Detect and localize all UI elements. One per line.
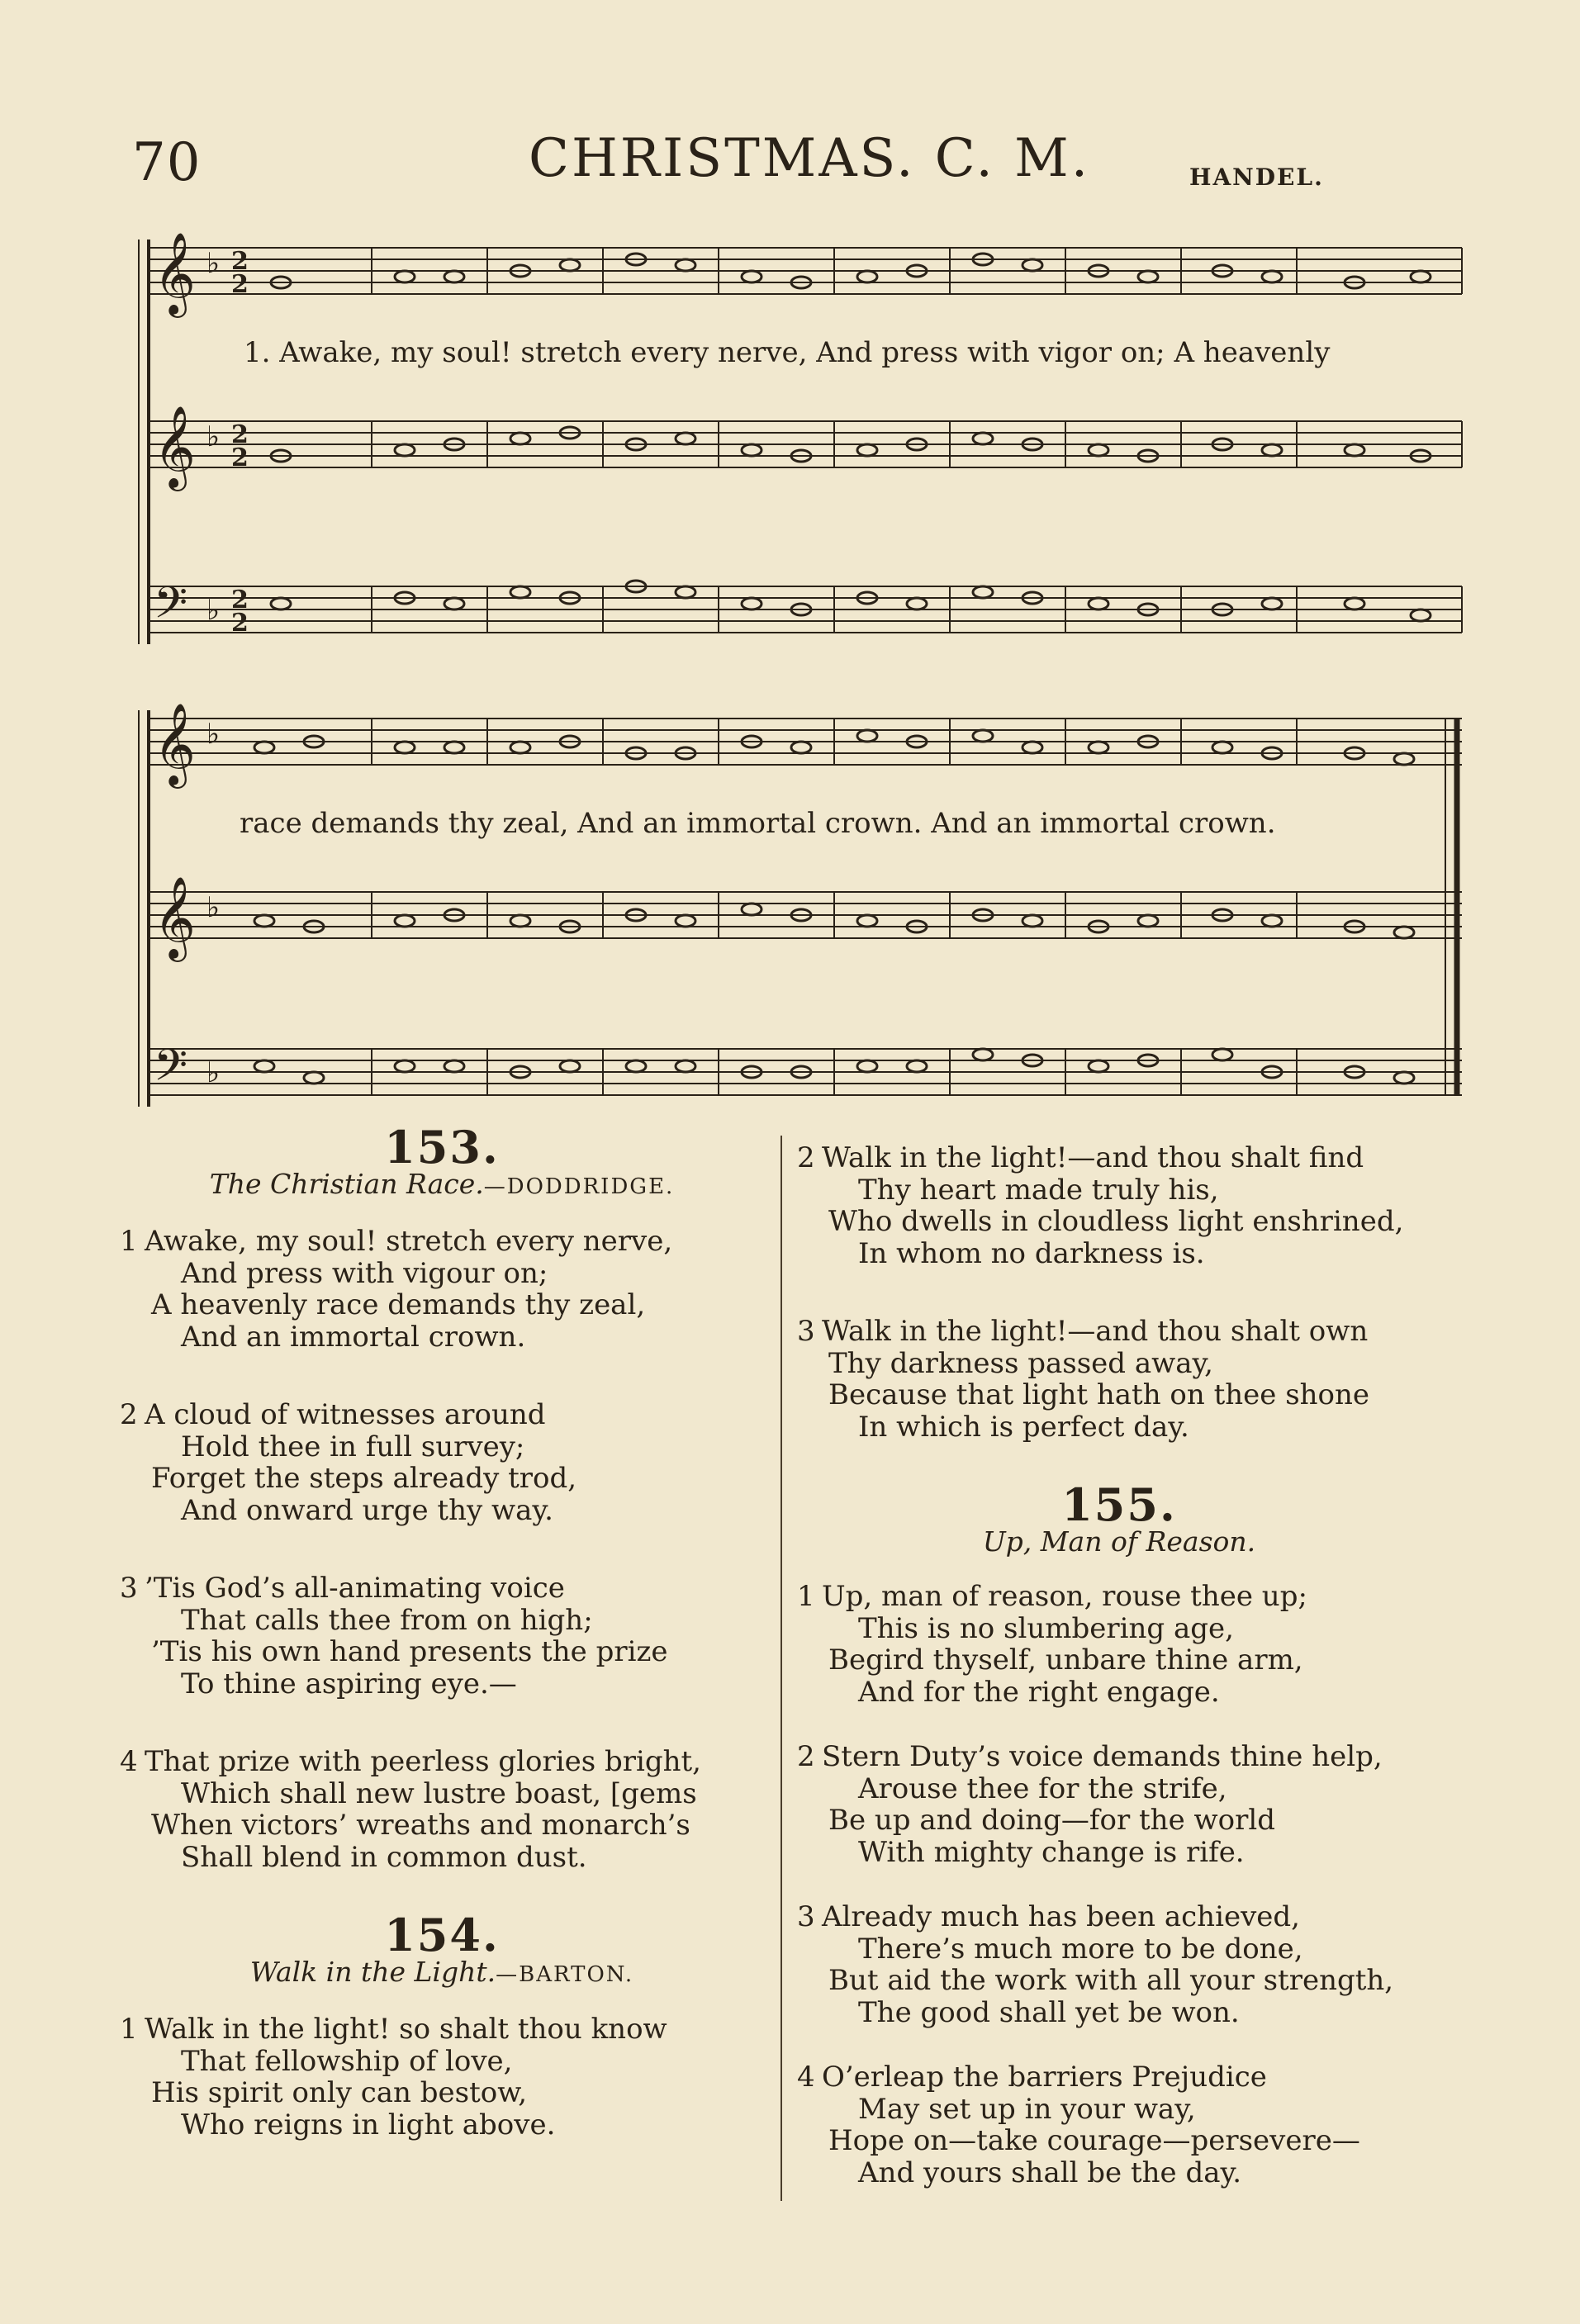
- svg-text:♭: ♭: [206, 247, 221, 280]
- verse: 3 Already much has been achieved, There’s much more to be done, But aid the work with all your strength, The good shall yet be won.: [797, 1900, 1394, 2029]
- verse: 3 ’Tis God’s all-animating voice That calls thee from on high; ’Tis his own hand presents the prize To thine aspiring eye.—: [120, 1572, 668, 1700]
- hymn-title: The Christian Race.—DODDRIDGE.: [209, 1167, 675, 1200]
- treble-clef-icon: 𝄞: [154, 406, 196, 488]
- composer-name: HANDEL.: [1189, 164, 1324, 191]
- hymn-number: 154.: [384, 1909, 500, 1961]
- svg-text:2: 2: [231, 270, 249, 299]
- verse: 2 A cloud of witnesses around Hold thee in full survey; Forget the steps already trod, And onward urge thy way.: [120, 1398, 577, 1527]
- staff-system-2: [132, 702, 1470, 1123]
- verse: 1 Up, man of reason, rouse thee up; This is no slumbering age, Begird thyself, unbare thine arm, And for the right engage.: [797, 1580, 1307, 1709]
- svg-text:2: 2: [231, 609, 249, 638]
- music-system-1: [132, 231, 1470, 677]
- svg-text:2: 2: [231, 247, 249, 276]
- hymn-title: Walk in the Light.—BARTON.: [249, 1955, 634, 1988]
- verse: 1 Awake, my soul! stretch every nerve, And press with vigour on; A heavenly race demands thy zeal, And an immortal crown.: [120, 1225, 673, 1354]
- svg-text:♭: ♭: [206, 1056, 221, 1089]
- svg-text:2: 2: [231, 443, 249, 472]
- tune-title: CHRISTMAS. C. M.: [529, 128, 1091, 189]
- svg-text:2: 2: [231, 420, 249, 449]
- hymn-number: 153.: [384, 1121, 500, 1174]
- left-column: [120, 1121, 764, 2187]
- page-number: 70: [132, 132, 202, 193]
- lyrics-line-2: race demands thy zeal, And an immortal crown. And an immortal crown.: [240, 807, 1276, 840]
- bass-clef-icon: 𝄢: [154, 1041, 188, 1102]
- svg-text:♭: ♭: [206, 718, 221, 751]
- verse: 2 Stern Duty’s voice demands thine help, Arouse thee for the strife, Be up and doing—for the world With mighty change is rife.: [797, 1740, 1383, 1869]
- music-system-2: [132, 702, 1470, 1123]
- verse: 3 Walk in the light!—and thou shalt own Thy darkness passed away, Because that light hath on thee shone In which is perfect day.: [797, 1315, 1370, 1444]
- lyrics-line-1: 1. Awake, my soul! stretch every nerve, And press with vigor on; A heavenly: [244, 336, 1331, 369]
- svg-text:2: 2: [231, 586, 249, 614]
- verse: 2 Walk in the light!—and thou shalt find Thy heart made truly his, Who dwells in cloudless light enshrined, In whom no darkness is.: [797, 1141, 1404, 1270]
- right-column: [797, 1142, 1441, 2235]
- hymn-title: Up, Man of Reason.: [982, 1525, 1256, 1558]
- bass-clef-icon: 𝄢: [154, 578, 188, 639]
- treble-clef-icon: 𝄞: [154, 876, 196, 959]
- verse: 1 Walk in the light! so shalt thou know That fellowship of love, His spirit only can bestow, Who reigns in light above.: [120, 2013, 667, 2141]
- treble-clef-icon: 𝄞: [154, 232, 196, 315]
- svg-text:♭: ♭: [206, 594, 221, 627]
- svg-text:♭: ♭: [206, 420, 221, 453]
- treble-clef-icon: 𝄞: [154, 703, 196, 785]
- verse: 4 That prize with peerless glories bright, Which shall new lustre boast, [gems When victors’ wreaths and monarch’s Shall blend in common dust.: [120, 1745, 701, 1874]
- hymn-number: 155.: [1061, 1478, 1177, 1531]
- column-divider: [781, 1136, 782, 2201]
- svg-text:♭: ♭: [206, 891, 221, 924]
- staff-system-1: [132, 231, 1470, 677]
- verse: 4 O’erleap the barriers Prejudice May set up in your way, Hope on—take courage—persevere— And yours shall be the day.: [797, 2061, 1360, 2189]
